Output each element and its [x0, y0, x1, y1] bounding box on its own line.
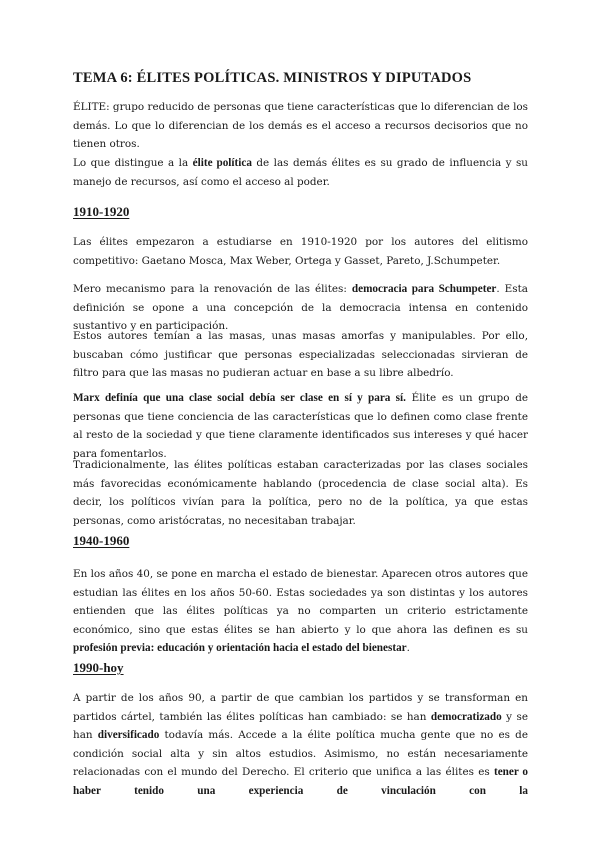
text-run: de las demás élites es su grado de influencia y su manejo de recursos, así como el acceso al poder.: [73, 157, 528, 188]
bold-term: democracia para Schumpeter: [351, 283, 497, 295]
text-run: En los años 40, se pone en marcha el estado de bienestar. Aparecen otros autores que estudian las élites en los años 50-60. Estas sociedades ya son distintas y los autores entienden que las élites políticas ya no comparten un criterio estrictamente económico, sino que estas élites se han abierto y lo que ahora las definen es su: [73, 568, 528, 636]
paragraph-competitive-elitism: Las élites empezaron a estudiarse en 1910-1920 por los autores del elitismo competitivo: Gaetano Mosca, Max Weber, Ortega y Gasset, Pareto, J.Schumpeter.: [73, 236, 528, 267]
page-title: TEMA 6: ÉLITES POLÍTICAS. MINISTROS Y DIPUTADOS: [73, 70, 472, 86]
section-heading-1910-1920: 1910-1920: [73, 204, 130, 219]
text-run: A partir de los años 90, a partir de que cambian los partidos y se transforman en partidos cártel, también las élites políticas han cambiado: se han: [73, 692, 528, 723]
section-heading-1990-hoy: 1990-hoy: [73, 660, 124, 675]
paragraph-cartel-parties: [73, 689, 528, 800]
bold-term: diversificado: [97, 729, 160, 741]
section-heading-1940-1960: 1940-1960: [73, 533, 130, 548]
bold-term: democratizado: [430, 710, 502, 723]
text-run: todavía más. Accede a la élite política mucha gente que no es de condición social alta y sin altos estudios. Asimismo, no están necesariamente relacionadas con el mundo del Derecho. El criterio que unifica a las élites es: [73, 729, 528, 778]
text-run: Mero mecanismo para la renovación de las élites:: [73, 283, 352, 295]
text-run: .: [406, 642, 410, 654]
paragraph-political-elite: [73, 154, 528, 191]
text-run: Élite es un grupo de personas que tiene conciencia de las características que lo definen como clase frente al resto de la sociedad y que tiene claramente identificados sus intereses y qué hacer para fomentarlos.: [73, 392, 528, 460]
paragraph-marx: [73, 389, 528, 463]
bold-term: profesión previa: educación y orientación hacia el estado del bienestar: [73, 642, 407, 654]
text-run: . Esta definición se opone a una concepción de la democracia intensa en contenido sustantivo y en participación.: [73, 283, 528, 332]
paragraph-traditional-elites: Tradicionalmente, las élites políticas estaban caracterizadas por las clases sociales más favorecidas económicamente hablando (procedencia de clase social alta). Es decir, los políticos vivían para la política, pero no de la política, ya que estas personas, como aristócratas, no necesitaban trabajar.: [73, 459, 528, 527]
bold-term: élite política: [192, 157, 252, 169]
paragraph-elite-definition: ÉLITE: grupo reducido de personas que tiene características que lo diferencian de los demás. Lo que lo diferencian de los demás es el acceso a recursos decisorios que no tienen otros.: [73, 101, 528, 150]
bold-term: tener o haber tenido una experiencia de vinculación con la: [73, 766, 528, 797]
text-run: y se han: [73, 710, 528, 741]
paragraph-masses: Estos autores temían a las masas, unas masas amorfas y manipulables. Por ello, buscaban cómo justificar que personas especializadas seleccionadas sirvieran de filtro para que las masas no pudieran actuar en base a su libre albedrío.: [73, 330, 528, 379]
paragraph-welfare-state: [73, 565, 528, 658]
bold-term: Marx definía que una clase social debía ser clase en sí y para sí.: [73, 392, 406, 404]
text-run: Lo que distingue a la: [73, 157, 193, 169]
